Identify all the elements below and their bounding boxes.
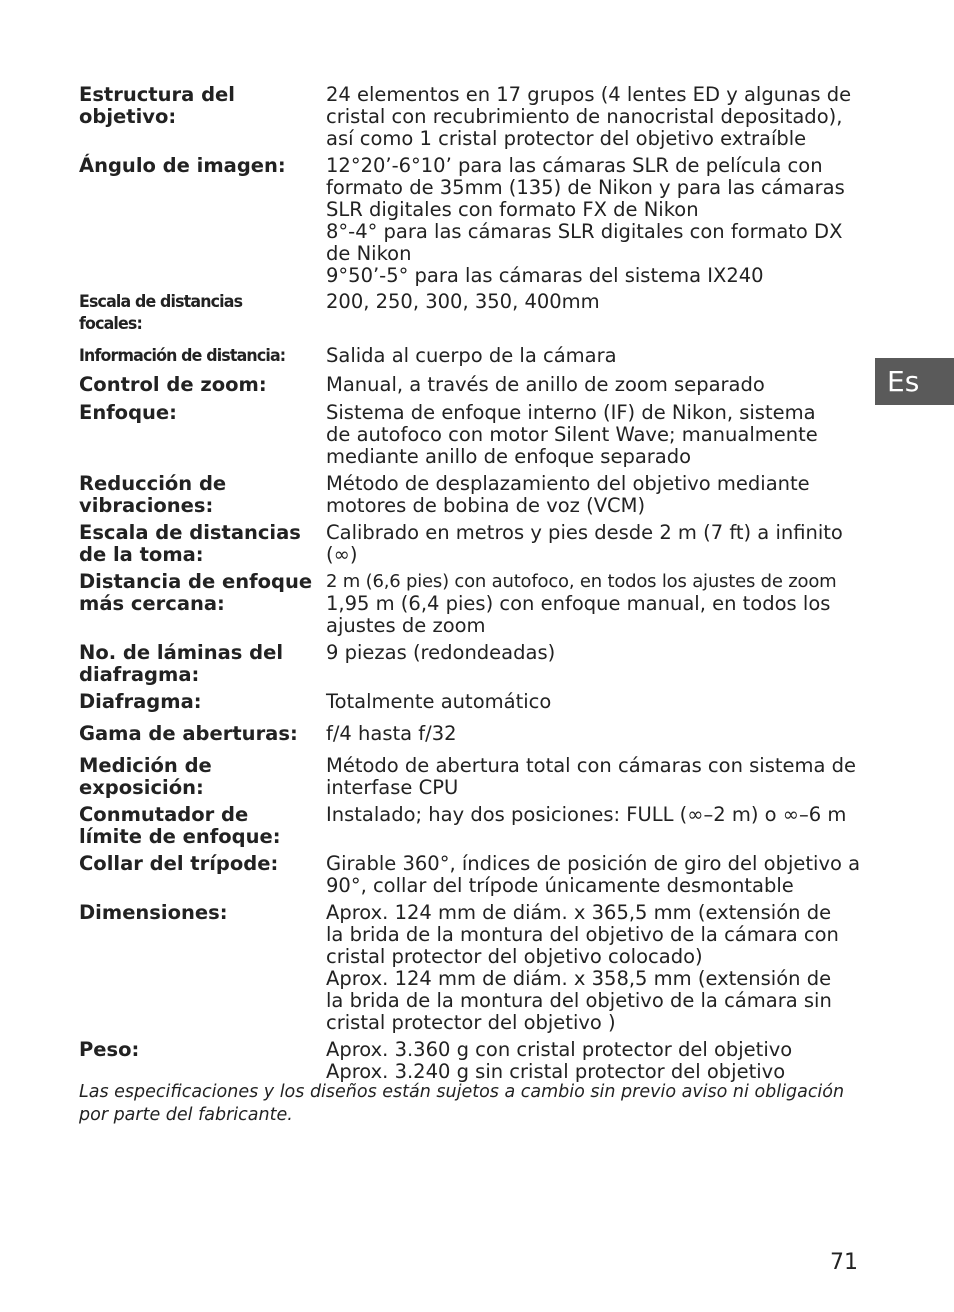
spec-value-line: Salida al cuerpo de la cámara	[326, 344, 617, 367]
language-tab: Es	[875, 358, 954, 405]
spec-value-line: Girable 360°, índices de posición de giro del objetivo a	[326, 852, 861, 875]
spec-label-line: más cercana:	[79, 592, 225, 615]
spec-value	[326, 691, 859, 713]
spec-row-diafragma	[79, 691, 859, 713]
spec-value-line: f/4 hasta f/32	[326, 722, 457, 745]
spec-label: Ángulo de imagen:	[79, 154, 286, 177]
spec-row-escala-focales	[79, 291, 859, 335]
spec-row-conmutador-limite	[79, 804, 859, 848]
spec-label: Peso:	[79, 1038, 140, 1061]
spec-value-line: Método de abertura total con cámaras con sistema de	[326, 754, 857, 777]
spec-label: Control de zoom:	[79, 373, 267, 396]
spec-value-line: 200, 250, 300, 350, 400mm	[326, 290, 600, 313]
spec-row-collar-tripode	[79, 853, 859, 897]
spec-value-line: mediante anillo de enfoque separado	[326, 445, 692, 468]
spec-value	[326, 571, 859, 637]
spec-label: Información de distancia:	[79, 346, 286, 366]
spec-value	[326, 473, 859, 517]
spec-label: Dimensiones:	[79, 901, 228, 924]
spec-value-line: cristal protector del objetivo )	[326, 1011, 616, 1034]
spec-row-control-zoom	[79, 374, 859, 396]
spec-label-line: Reducción de	[79, 472, 227, 495]
spec-value-line: (∞)	[326, 543, 358, 566]
spec-row-informacion-distancia	[79, 345, 859, 367]
spec-value-line: 9 piezas (redondeadas)	[326, 641, 556, 664]
spec-value	[326, 642, 859, 686]
spec-value	[326, 522, 859, 566]
spec-label	[79, 755, 326, 799]
spec-row-medicion-exposicion	[79, 755, 859, 799]
spec-label: Gama de aberturas:	[79, 722, 298, 745]
spec-label-line: de la toma:	[79, 543, 204, 566]
spec-value-line: Manual, a través de anillo de zoom separado	[326, 373, 765, 396]
spec-row-estructura	[79, 84, 859, 150]
spec-label: Escala de distancias focales:	[79, 292, 243, 334]
spec-label-line: Distancia de enfoque	[79, 570, 313, 593]
spec-label	[79, 473, 326, 517]
spec-value-line: 1,95 m (6,4 pies) con enfoque manual, en todos los	[326, 592, 831, 615]
spec-label	[79, 642, 326, 686]
spec-label: Diafragma:	[79, 690, 202, 713]
spec-label	[79, 804, 326, 848]
spec-value-line: 9°50’-5° para las cámaras del sistema IX240	[326, 264, 764, 287]
spec-label-line: No. de láminas del	[79, 641, 284, 664]
page-number: 71	[830, 1250, 858, 1275]
spec-value	[326, 84, 859, 150]
spec-value	[326, 902, 859, 1034]
spec-value-line: motores de bobina de voz (VCM)	[326, 494, 646, 517]
spec-label-line: Conmutador de	[79, 803, 249, 826]
spec-value-line: 90°, collar del trípode únicamente desmontable	[326, 874, 794, 897]
spec-value-line: de autofoco con motor Silent Wave; manualmente	[326, 423, 818, 446]
spec-value-line: Aprox. 3.360 g con cristal protector del objetivo	[326, 1038, 793, 1061]
spec-value	[326, 755, 859, 799]
spec-label-line: vibraciones:	[79, 494, 214, 517]
spec-label-line: Escala de distancias	[79, 521, 301, 544]
spec-value-line: cristal con recubrimiento de nanocristal depositado),	[326, 105, 843, 128]
spec-value	[326, 291, 859, 335]
spec-value-line: SLR digitales con formato FX de Nikon	[326, 198, 699, 221]
spec-value	[326, 374, 859, 396]
spec-value-line: Sistema de enfoque interno (IF) de Nikon, sistema	[326, 401, 816, 424]
spec-label-line: Medición de	[79, 754, 212, 777]
spec-row-gama-aberturas	[79, 723, 859, 745]
spec-row-enfoque	[79, 402, 859, 468]
spec-value-line: Calibrado en metros y pies desde 2 m (7 ft) a infinito	[326, 521, 843, 544]
spec-label-line: exposición:	[79, 776, 204, 799]
spec-value-line: la brida de la montura del objetivo de la cámara sin	[326, 989, 832, 1012]
spec-value	[326, 402, 859, 468]
spec-label	[79, 522, 326, 566]
spec-value-line: formato de 35mm (135) de Nikon y para las cámaras	[326, 176, 845, 199]
spec-row-peso	[79, 1039, 859, 1083]
spec-value-line: interfase CPU	[326, 776, 459, 799]
spec-value	[326, 345, 859, 367]
spec-label	[79, 571, 326, 637]
spec-row-laminas-diafragma	[79, 642, 859, 686]
spec-label: Enfoque:	[79, 401, 177, 424]
spec-value-line: Instalado; hay dos posiciones: FULL (∞–2 m) o ∞–6 m	[326, 803, 847, 826]
spec-value-line: Aprox. 124 mm de diám. x 358,5 mm (extensión de	[326, 967, 832, 990]
spec-label-line: límite de enfoque:	[79, 825, 281, 848]
spec-label-line: diafragma:	[79, 663, 200, 686]
spec-row-angulo	[79, 155, 859, 287]
spec-value-line: ajustes de zoom	[326, 614, 486, 637]
spec-label: Collar del trípode:	[79, 852, 279, 875]
spec-row-reduccion-vibraciones	[79, 473, 859, 517]
spec-value-line: así como 1 cristal protector del objetivo extraíble	[326, 127, 807, 150]
spec-value	[326, 804, 859, 848]
spec-row-escala-toma	[79, 522, 859, 566]
spec-value-line: 8°-4° para las cámaras SLR digitales con formato DX	[326, 220, 843, 243]
spec-value-line: cristal protector del objetivo colocado)	[326, 945, 703, 968]
spec-value-line: 24 elementos en 17 grupos (4 lentes ED y algunas de	[326, 83, 852, 106]
spec-value	[326, 1039, 859, 1083]
spec-value-line: la brida de la montura del objetivo de la cámara con	[326, 923, 839, 946]
spec-label	[79, 84, 326, 150]
spec-value-line: de Nikon	[326, 242, 412, 265]
spec-row-distancia-enfoque	[79, 571, 859, 637]
spec-row-dimensiones	[79, 902, 859, 1034]
spec-value-line: 2 m (6,6 pies) con autofoco, en todos los ajustes de zoom	[326, 571, 837, 592]
specification-disclaimer: Las especificaciones y los diseños están sujetos a cambio sin previo aviso ni obligación por parte del fabricante.	[79, 1082, 845, 1125]
spec-label-line: Estructura del	[79, 83, 235, 106]
spec-label-line: objetivo:	[79, 105, 177, 128]
spec-value-line: 12°20’-6°10’ para las cámaras SLR de película con	[326, 154, 823, 177]
spec-value	[326, 155, 859, 287]
spec-value-line: Totalmente automático	[326, 690, 552, 713]
spec-value-line: Aprox. 124 mm de diám. x 365,5 mm (extensión de	[326, 901, 832, 924]
spec-value	[326, 853, 860, 897]
spec-table	[79, 84, 859, 1083]
spec-value	[326, 723, 859, 745]
spec-value-line: Aprox. 3.240 g sin cristal protector del objetivo	[326, 1060, 786, 1083]
spec-value-line: Método de desplazamiento del objetivo mediante	[326, 472, 810, 495]
